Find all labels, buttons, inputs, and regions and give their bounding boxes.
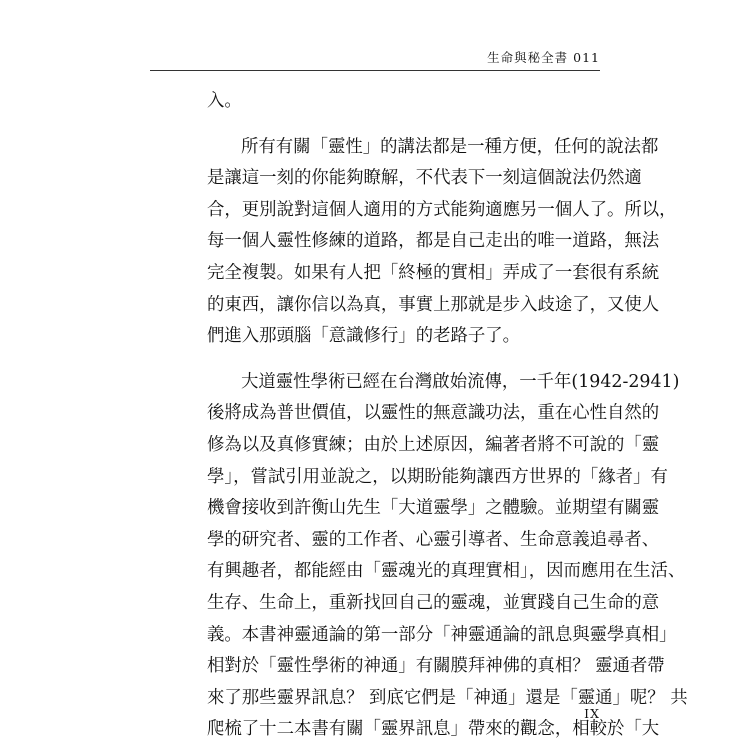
text-line: 學的研究者、靈的工作者、心靈引導者、生命意義追尋者、 <box>207 529 660 550</box>
text-line: 義。本書神靈通論的第一部分「神靈通論的訊息與靈學真相」 <box>207 624 677 645</box>
running-head: 生命與秘全書 011 <box>487 50 600 65</box>
text-line: 學」，嘗試引用並說之，以期盼能夠讓西方世界的「緣者」有 <box>207 466 668 487</box>
text-line: 入。 <box>207 91 242 111</box>
text-line: 完全複製。如果有人把「終極的實相」弄成了一套很有系統 <box>207 262 660 283</box>
page-number: IX <box>584 706 600 721</box>
text-line: 機會接收到許衡山先生「大道靈學」之體驗。並期望有關靈 <box>207 498 660 519</box>
paragraph <box>207 86 587 118</box>
text-line: 合，更別說對這個人適用的方式能夠適應另一個人了。所以， <box>207 199 677 220</box>
text-line: 每一個人靈性修練的道路，都是自己走出的唯一道路，無法 <box>207 231 660 252</box>
text-line: 們進入那頭腦「意識修行」的老路子了。 <box>207 326 521 347</box>
text-line: 來了那些靈界訊息？ 到底它們是「神通」還是「靈通」呢？ 共 <box>207 687 688 708</box>
text-line: 後將成為普世價值，以靈性的無意識功法，重在心性自然的 <box>207 403 660 424</box>
text-line: 的東西，讓你信以為真，事實上那就是步入歧途了，又使人 <box>207 294 660 315</box>
text-line: 所有有關「靈性」的講法都是一種方便，任何的說法都 <box>241 136 659 157</box>
paragraph <box>207 132 677 353</box>
text-line: 相對於「靈性學術的神通」有關膜拜神佛的真相？ 靈通者帶 <box>207 656 665 677</box>
text-line: 有興趣者，都能經由「靈魂光的真理實相」，因而應用在生活、 <box>207 561 686 582</box>
text-line: 是讓這一刻的你能夠瞭解，不代表下一刻這個說法仍然適 <box>207 168 642 189</box>
paragraph-gap <box>207 118 587 132</box>
text-line: 爬梳了十二本書有關「靈界訊息」帶來的觀念，相較於「大 <box>207 719 660 740</box>
header-rule <box>150 70 600 71</box>
text-line: 修為以及真修實練；由於上述原因，編著者將不可說的「靈 <box>207 434 660 455</box>
text-line: 大道靈性學術已經在台灣啟始流傳，一千年(1942-2941) <box>241 371 680 392</box>
paragraph-gap <box>207 353 587 367</box>
text-line: 生存、生命上，重新找回自己的靈魂，並實踐自己生命的意 <box>207 592 660 613</box>
